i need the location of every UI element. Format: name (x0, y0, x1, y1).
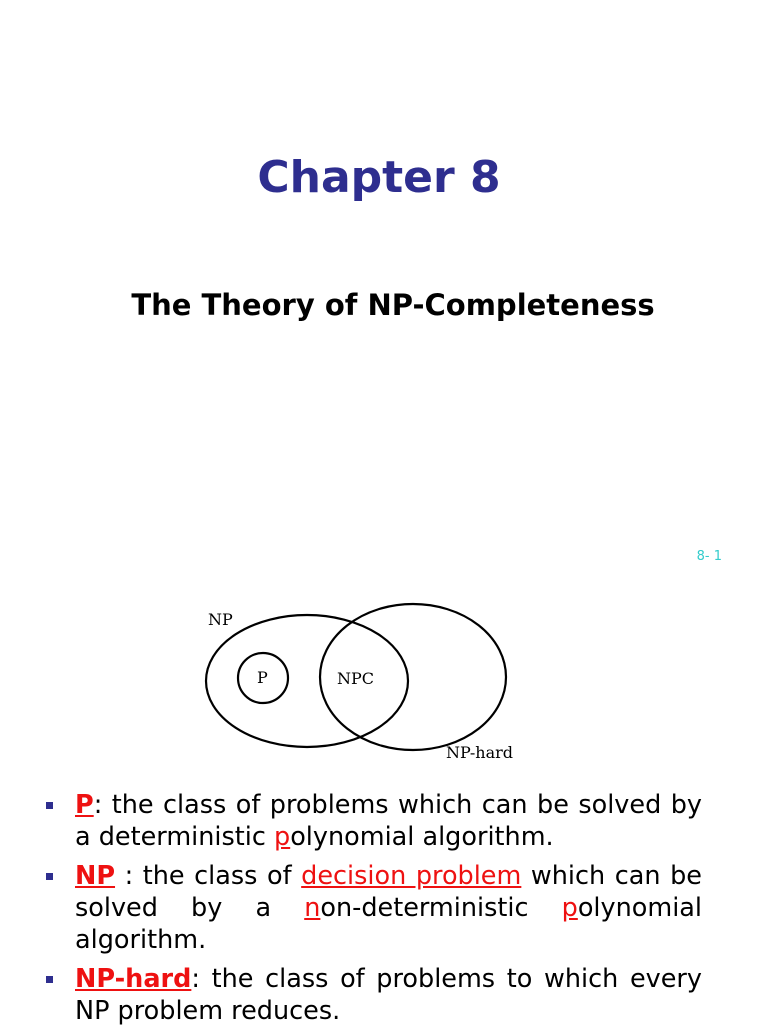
definition-item-p (46, 789, 702, 853)
highlight-letter: p (274, 822, 291, 852)
bullet-marker (46, 802, 53, 809)
slide-subtitle: The Theory of NP-Completeness (131, 288, 655, 322)
highlight-letter: n (304, 893, 321, 923)
slide-title: Chapter 8 (257, 152, 501, 203)
bullet-marker (46, 976, 53, 983)
definition-list (46, 789, 702, 1034)
bullet-marker (46, 873, 53, 880)
definition-text: : the class of problems which can be solved by a deterministic (75, 790, 702, 852)
highlight-letter: p (561, 893, 578, 923)
highlight-phrase: decision problem (301, 861, 522, 891)
definition-item-nphard (46, 963, 702, 1027)
definition-text: on-deterministic (320, 893, 562, 923)
definition-item-np (46, 860, 702, 956)
npc-label: NPC (337, 669, 375, 688)
term-np: NP (75, 861, 116, 891)
term-p: P (75, 790, 94, 820)
p-label: P (257, 668, 268, 687)
definition-text: which can be solved by a (75, 861, 702, 923)
term-nphard: NP-hard (75, 964, 192, 994)
definition-text: : the class of (115, 861, 302, 891)
np-set-ellipse (206, 615, 408, 747)
page-number: 8- 1 (696, 549, 722, 564)
venn-diagram (192, 598, 532, 773)
definition-text: olynomial algorithm. (290, 822, 554, 852)
definition-text: : the class of problems to which every NP problem reduces. (75, 964, 702, 1026)
definition-text: olynomial algorithm. (75, 893, 702, 955)
np-label: NP (208, 610, 233, 629)
nphard-label: NP-hard (446, 743, 514, 762)
